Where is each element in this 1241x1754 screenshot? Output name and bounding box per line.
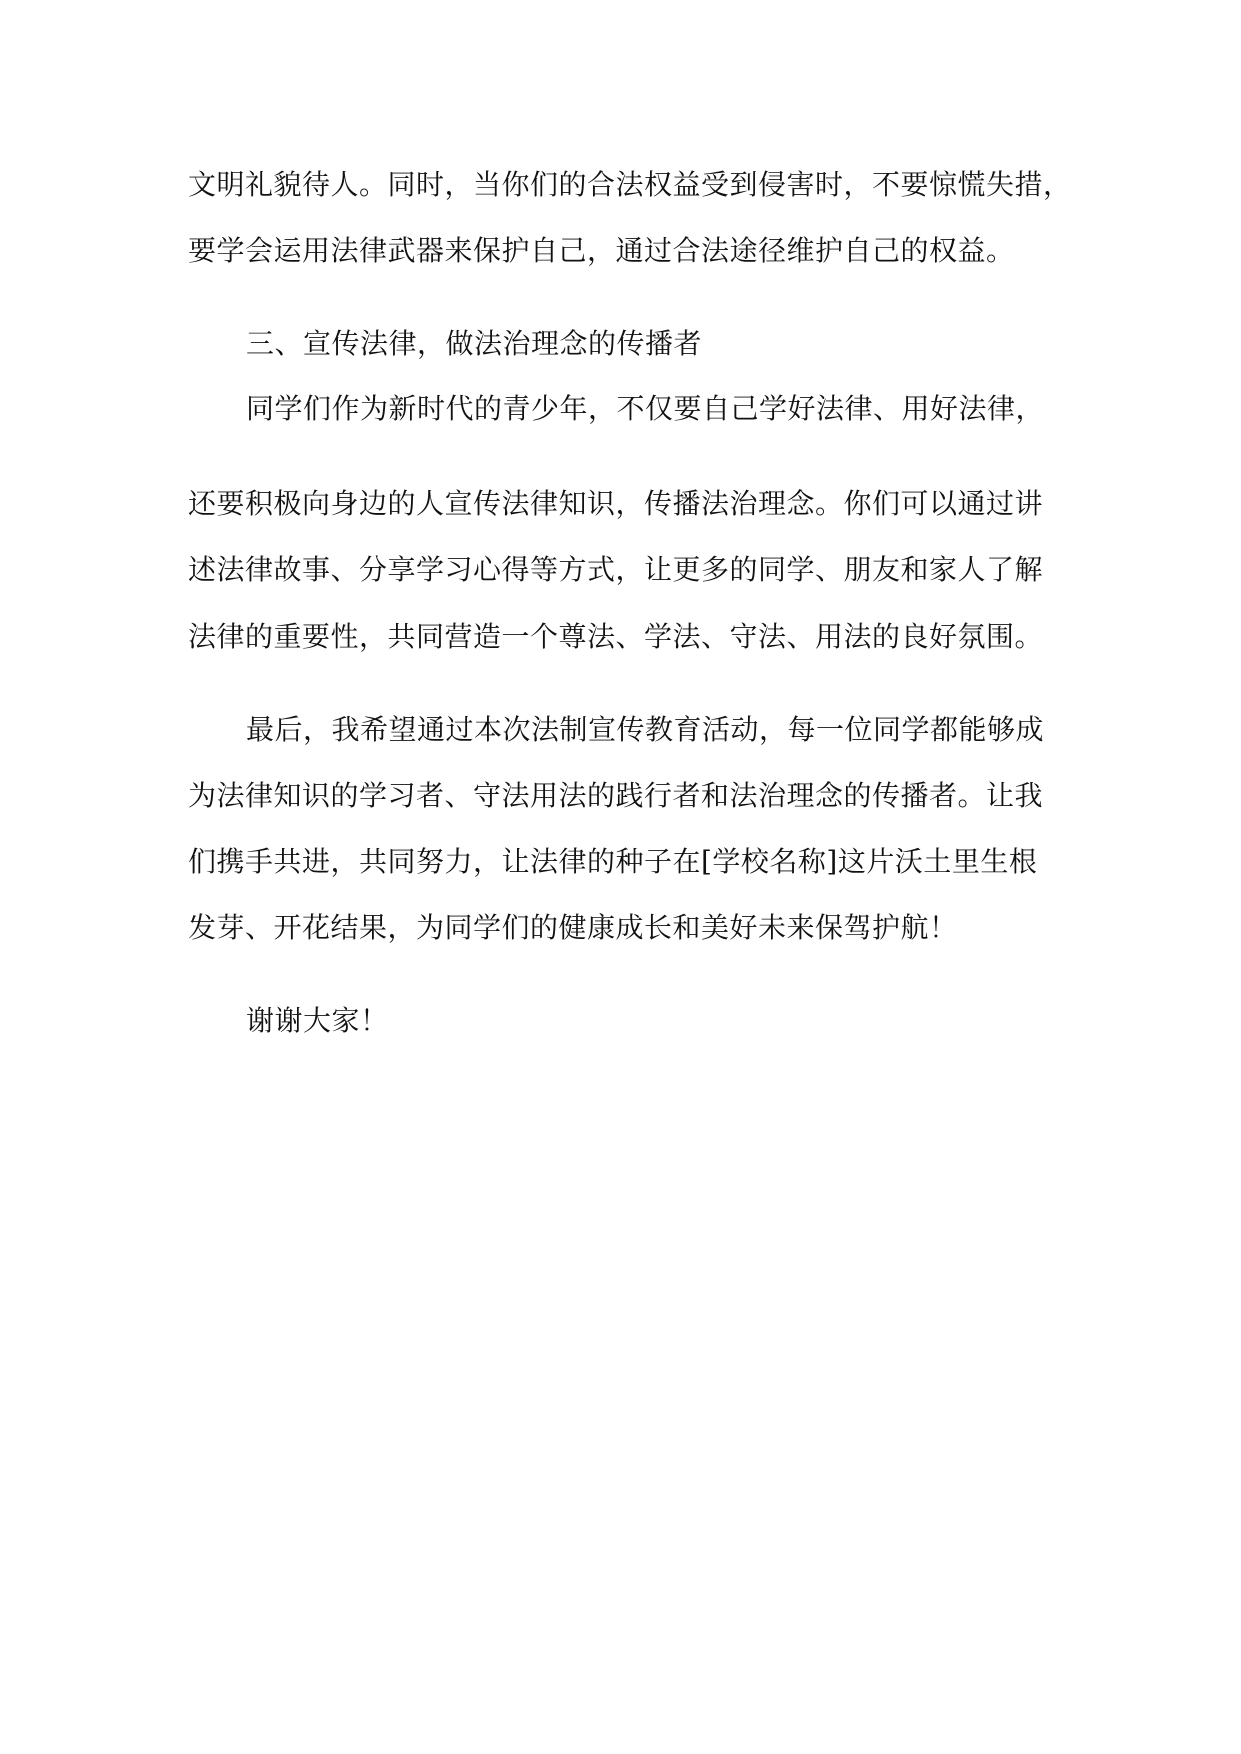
paragraph-line: 为法律知识的学习者、守法用法的践行者和法治理念的传播者。让我	[188, 779, 1044, 812]
section-heading: 三、宣传法律，做法治理念的传播者	[246, 327, 703, 360]
paragraph-line: 最后，我希望通过本次法制宣传教育活动，每一位同学都能够成	[246, 713, 1045, 746]
paragraph-line: 要学会运用法律武器来保护自己，通过合法途径维护自己的权益。	[188, 234, 1015, 267]
paragraph-line: 述法律故事、分享学习心得等方式，让更多的同学、朋友和家人了解	[188, 553, 1044, 586]
thanks-line: 谢谢大家！	[246, 1004, 389, 1037]
paragraph-line: 文明礼貌待人。同时，当你们的合法权益受到侵害时，不要惊慌失措，	[188, 168, 1072, 201]
paragraph-line: 发芽、开花结果，为同学们的健康成长和美好未来保驾护航！	[188, 911, 958, 944]
paragraph-line: 还要积极向身边的人宣传法律知识，传播法治理念。你们可以通过讲	[188, 487, 1044, 520]
paragraph-line: 们携手共进，共同努力，让法律的种子在[学校名称]这片沃土里生根	[188, 845, 1038, 878]
paragraph-line: 法律的重要性，共同营造一个尊法、学法、守法、用法的良好氛围。	[188, 620, 1044, 653]
paragraph-line: 同学们作为新时代的青少年，不仅要自己学好法律、用好法律，	[246, 392, 1045, 425]
